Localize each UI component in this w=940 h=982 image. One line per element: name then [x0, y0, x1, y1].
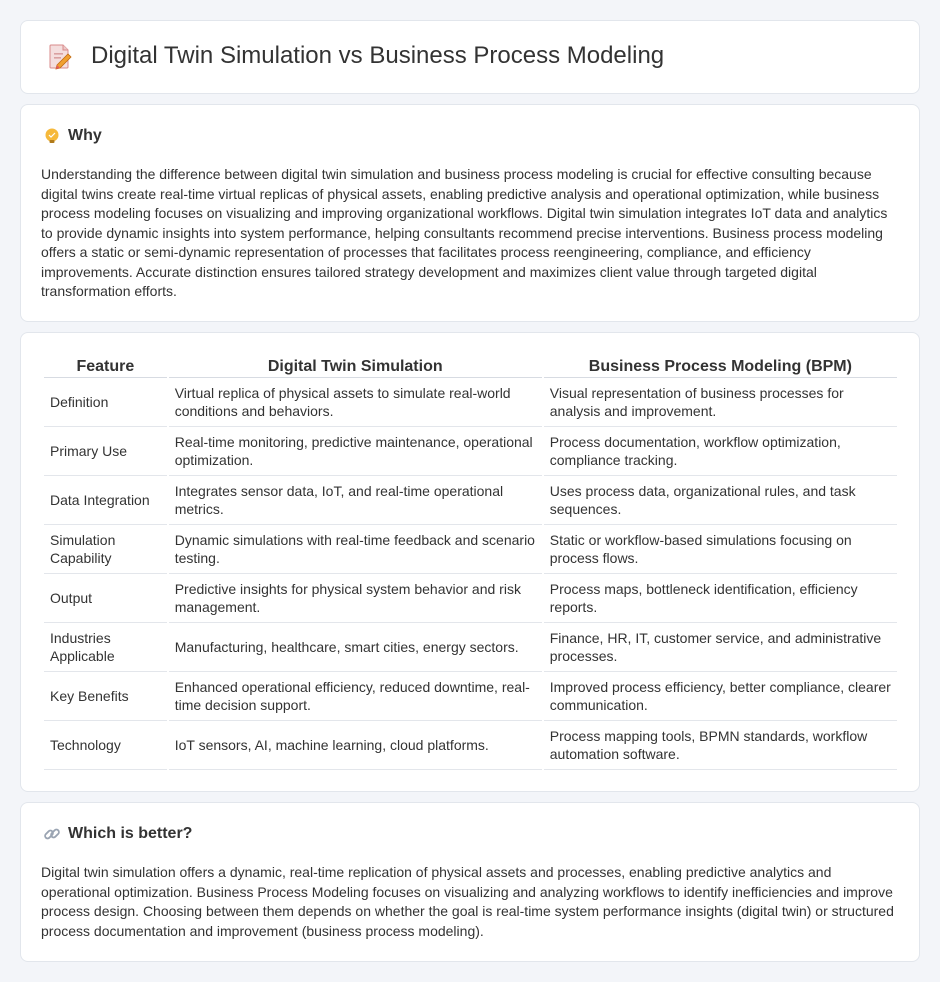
comparison-card: [20, 332, 920, 792]
row-digital-twin: Dynamic simulations with real-time feedback and scenario testing.: [169, 525, 542, 574]
row-feature: Definition: [44, 378, 167, 427]
table-row: [44, 427, 897, 476]
row-feature: Industries Applicable: [44, 623, 167, 672]
row-digital-twin: Virtual replica of physical assets to simulate real-world conditions and behaviors.: [169, 378, 542, 427]
row-feature: Technology: [44, 721, 167, 770]
title-row: [45, 41, 664, 71]
row-digital-twin: Integrates sensor data, IoT, and real-time operational metrics.: [169, 476, 542, 525]
header-bpm: Business Process Modeling (BPM): [544, 354, 897, 378]
row-feature: Primary Use: [44, 427, 167, 476]
why-text: Understanding the difference between digital twin simulation and business process modeling is crucial for effective consulting because digital twins create real-time virtual replicas of physical assets, enabling predictive analysis and operational optimization, while business process modeling focuses on visualizing and improving organizational workflows. Digital twin simulation integrates IoT data and analytics to provide dynamic insights into system performance, helping consultants recommend precise interventions. Business process modeling offers a static or semi-dynamic representation of processes that facilitates process reengineering, compliance, and efficiency improvements. Accurate distinction ensures tailored strategy development and maximizes client value through targeted digital transformation efforts.: [41, 166, 888, 299]
row-bpm: Process mapping tools, BPMN standards, workflow automation software.: [544, 721, 897, 770]
row-bpm: Uses process data, organizational rules, and task sequences.: [544, 476, 897, 525]
row-bpm: Process maps, bottleneck identification, efficiency reports.: [544, 574, 897, 623]
header-digital-twin: Digital Twin Simulation: [169, 354, 542, 378]
row-bpm: Finance, HR, IT, customer service, and administrative processes.: [544, 623, 897, 672]
row-feature: Simulation Capability: [44, 525, 167, 574]
why-card: [20, 104, 920, 322]
row-digital-twin: IoT sensors, AI, machine learning, cloud platforms.: [169, 721, 542, 770]
row-bpm: Static or workflow-based simulations focusing on process flows.: [544, 525, 897, 574]
table-row: [44, 721, 897, 770]
header-feature: Feature: [44, 354, 167, 378]
table-row: [44, 476, 897, 525]
row-feature: Key Benefits: [44, 672, 167, 721]
header-card: [20, 20, 920, 94]
table-row: [44, 672, 897, 721]
better-heading: [43, 825, 192, 843]
better-card: [20, 802, 920, 962]
page-title: Digital Twin Simulation vs Business Process Modeling: [91, 42, 665, 69]
table-row: [44, 525, 897, 574]
row-bpm: Improved process efficiency, better compliance, clearer communication.: [544, 672, 897, 721]
why-heading: [43, 127, 102, 145]
row-bpm: Process documentation, workflow optimization, compliance tracking.: [544, 427, 897, 476]
why-title: Why: [68, 127, 102, 144]
better-text: Digital twin simulation offers a dynamic, real-time replication of physical assets and processes, enabling predictive analytics and operational optimization. Business Process Modeling focuses on visualizing and analyzing workflows to identify inefficiencies and improve process design. Choosing between them depends on whether the goal is real-time system performance insights (digital twin) or structured process documentation and improvement (business process modeling).: [41, 864, 894, 939]
row-digital-twin: Predictive insights for physical system behavior and risk management.: [169, 574, 542, 623]
table-row: [44, 623, 897, 672]
row-digital-twin: Manufacturing, healthcare, smart cities, energy sectors.: [169, 623, 542, 672]
row-bpm: Visual representation of business processes for analysis and improvement.: [544, 378, 897, 427]
table-row: [44, 378, 897, 427]
better-title: Which is better?: [68, 825, 193, 842]
table-header-row: [44, 354, 897, 378]
lightbulb-icon: [43, 127, 61, 145]
document-pencil-icon: [45, 41, 75, 71]
row-digital-twin: Real-time monitoring, predictive maintenance, operational optimization.: [169, 427, 542, 476]
row-feature: Output: [44, 574, 167, 623]
row-digital-twin: Enhanced operational efficiency, reduced downtime, real-time decision support.: [169, 672, 542, 721]
comparison-table: [42, 354, 899, 770]
link-icon: [43, 825, 61, 843]
table-row: [44, 574, 897, 623]
row-feature: Data Integration: [44, 476, 167, 525]
